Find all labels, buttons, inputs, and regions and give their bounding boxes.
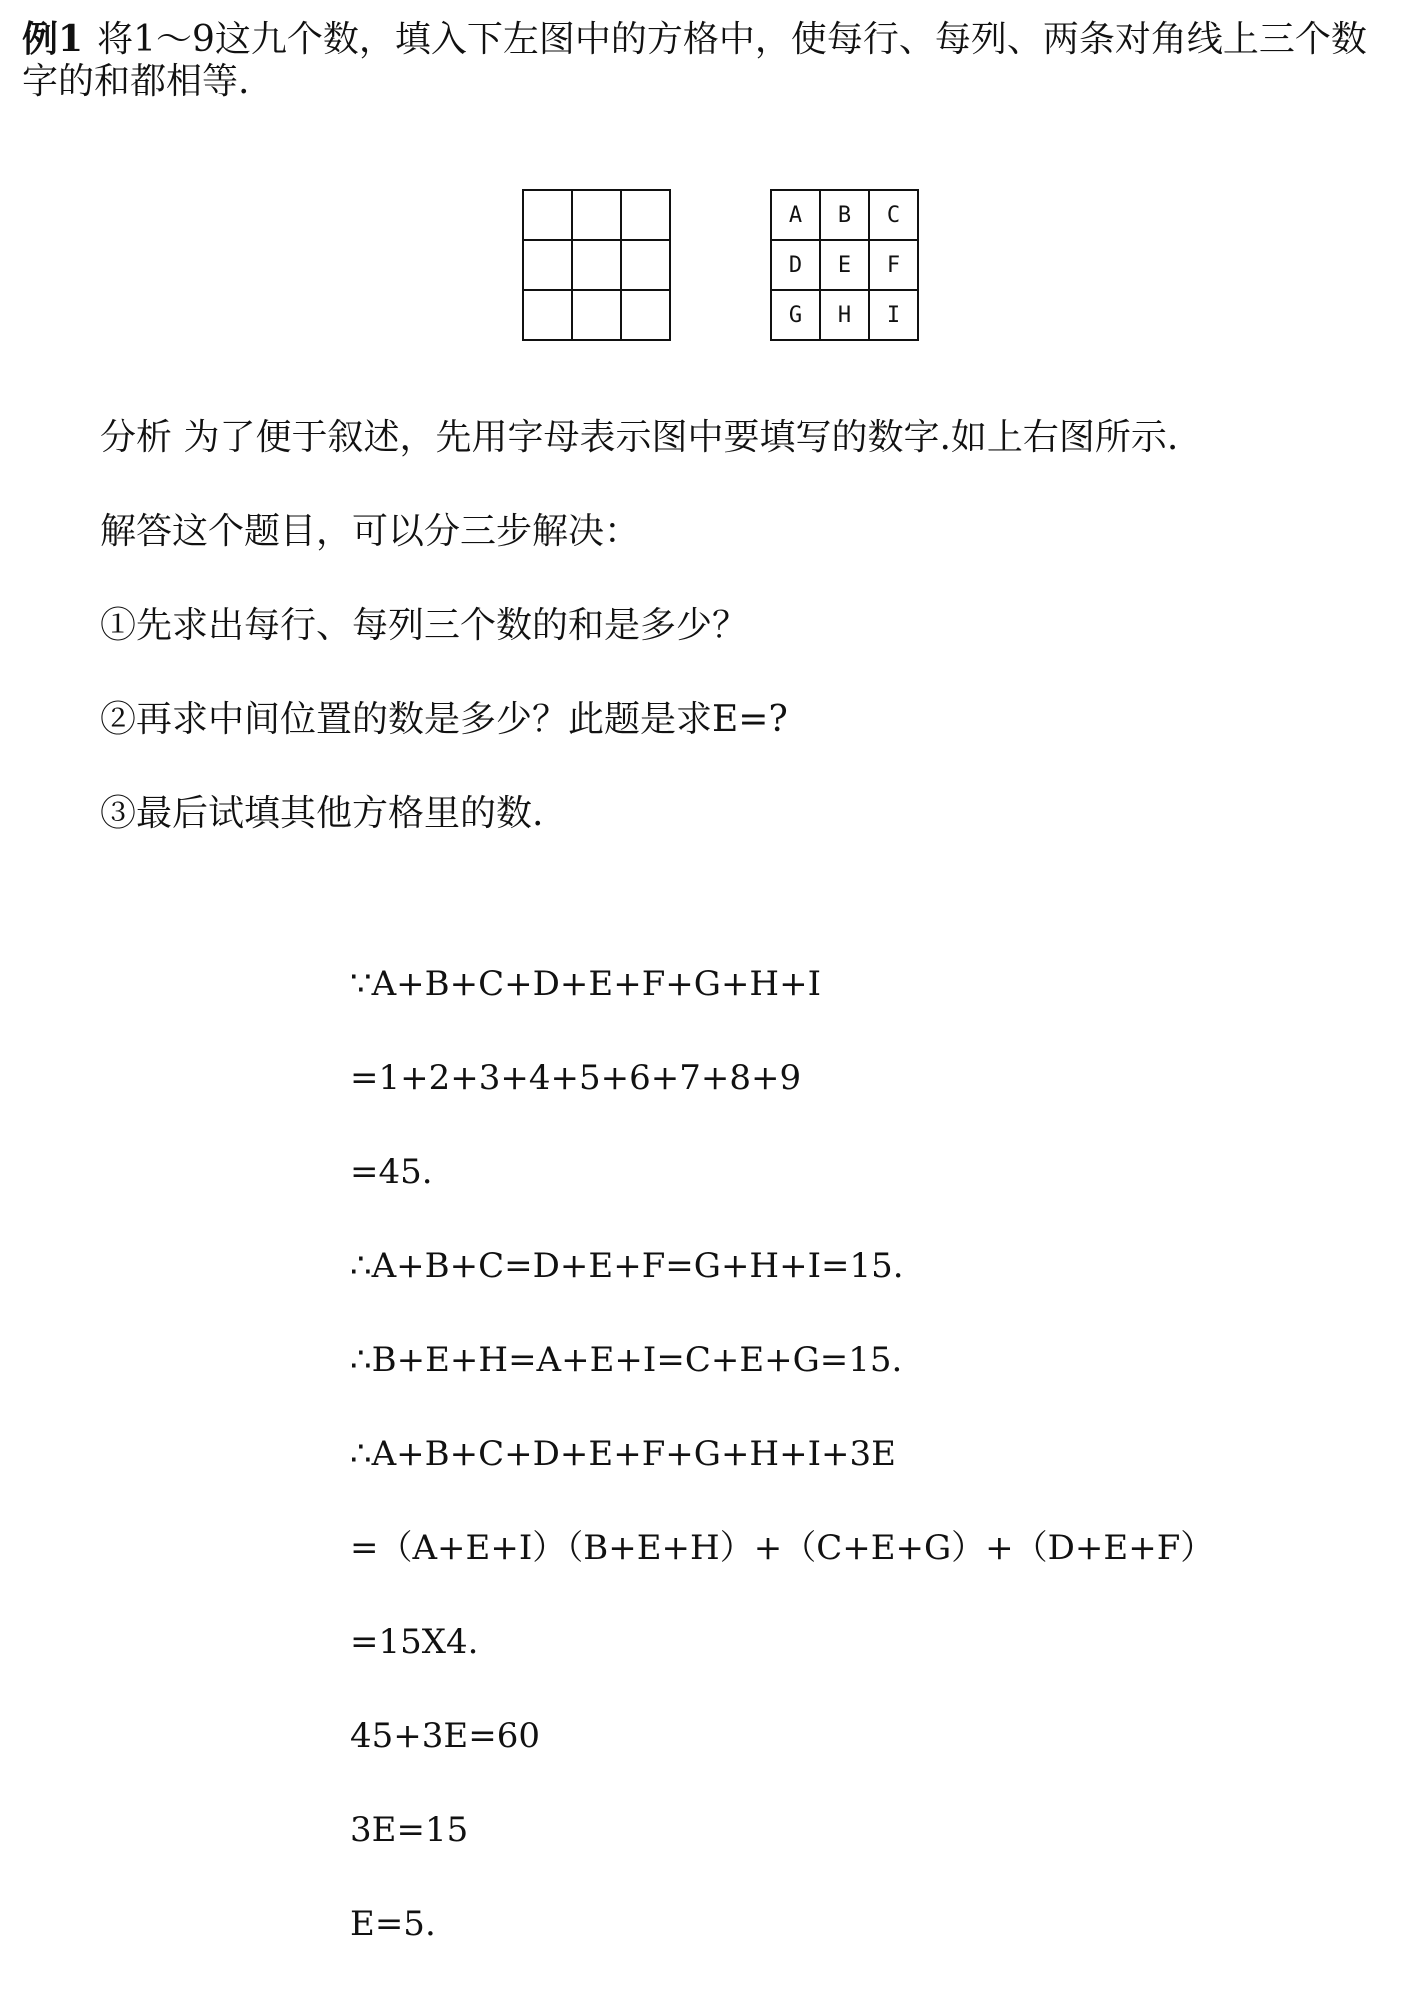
analysis-intro: 分析 为了便于叙述，先用字母表示图中要填写的数字.如上右图所示.	[100, 417, 1179, 458]
grid-cell	[523, 190, 572, 240]
step-three: ③最后试填其他方格里的数.	[100, 793, 544, 834]
problem-text: 将1～9这九个数，填入下左图中的方格中，使每行、每列、两条对角线上三个数字的和都相等.	[22, 19, 1367, 102]
grid-cell	[572, 290, 621, 340]
solution-line: ∴A+B+C=D+E+F=G+H+I=15.	[350, 1246, 904, 1286]
solution-section	[350, 960, 1214, 1994]
grid-cell	[621, 290, 670, 340]
step-one: ①先求出每行、每列三个数的和是多少？	[100, 605, 749, 646]
grid-cell	[621, 240, 670, 290]
grid-cell	[523, 290, 572, 340]
grid-cell-a: A	[771, 190, 820, 240]
problem-statement	[22, 18, 1402, 103]
solution-line: ∴A+B+C+D+E+F+G+H+I+3E	[350, 1434, 896, 1474]
grid-cell-e: E	[820, 240, 869, 290]
solution-line: =1+2+3+4+5+6+7+8+9	[350, 1058, 802, 1098]
grid-cell-h: H	[820, 290, 869, 340]
solution-line: =（A+E+I）（B+E+H）+（C+E+G）+（D+E+F）	[350, 1528, 1215, 1568]
solution-line: 3E=15	[350, 1810, 469, 1850]
solution-line: 45+3E=60	[350, 1716, 540, 1756]
solution-line: =45.	[350, 1152, 433, 1192]
solution-line: ∴B+E+H=A+E+I=C+E+G=15.	[350, 1340, 903, 1380]
labeled-grid	[770, 189, 919, 341]
grid-cell-d: D	[771, 240, 820, 290]
grid-cell-i: I	[869, 290, 918, 340]
grid-cell-b: B	[820, 190, 869, 240]
grid-cell-g: G	[771, 290, 820, 340]
example-label: 例1	[22, 18, 84, 60]
solution-line: =15X4.	[350, 1622, 479, 1662]
grid-cell	[572, 240, 621, 290]
grid-cell	[621, 190, 670, 240]
step-two: ②再求中间位置的数是多少？此题是求E=?	[100, 699, 788, 740]
empty-grid	[522, 189, 671, 341]
solution-line: ∵A+B+C+D+E+F+G+H+I	[350, 964, 822, 1004]
grid-cell-f: F	[869, 240, 918, 290]
steps-intro: 解答这个题目，可以分三步解决：	[100, 511, 641, 552]
grid-cell	[523, 240, 572, 290]
analysis-section	[100, 410, 1400, 880]
solution-line: E=5.	[350, 1904, 436, 1944]
grid-cell	[572, 190, 621, 240]
grid-cell-c: C	[869, 190, 918, 240]
